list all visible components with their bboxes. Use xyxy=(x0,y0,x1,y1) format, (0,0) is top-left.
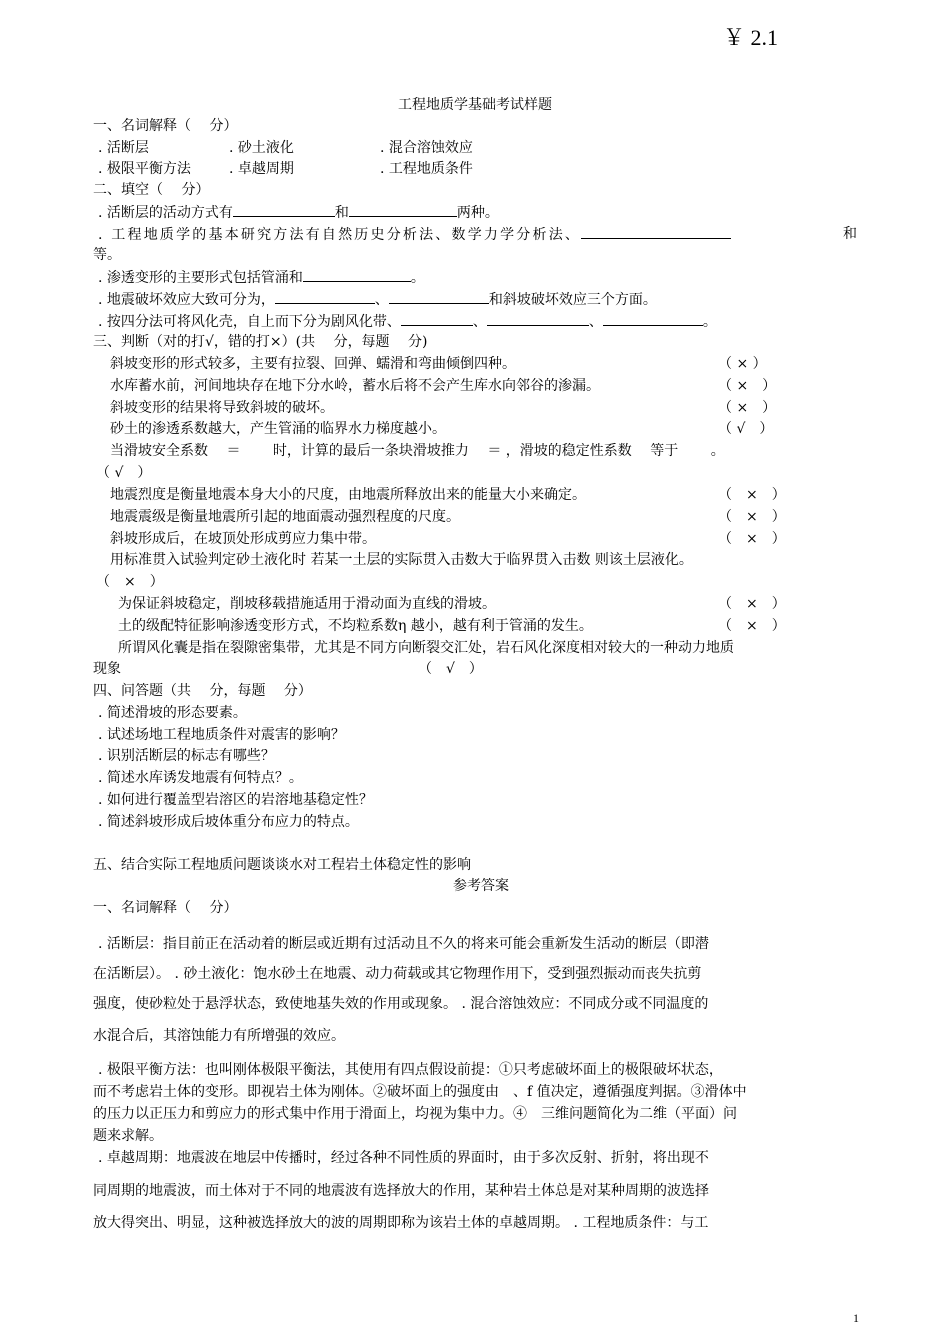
judge-mark: （ × ） xyxy=(96,574,164,590)
answer-line: 的压力以正压力和剪应力的形式集中作用于滑面上，均视为集中力。④ 三维问题简化为二维（平面）问 xyxy=(93,1106,737,1122)
judge-statement: 地震烈度是衡量地震本身大小的尺度，由地震所释放出来的能量大小来确定。 xyxy=(110,487,586,503)
term-item: . 砂土液化 xyxy=(229,140,294,156)
judge-mark: （ × ） xyxy=(718,596,786,612)
fill-question: . 地震破坏效应大致可分为， 、 和斜坡破坏效应三个方面。 xyxy=(98,289,657,310)
answers-title: 参考答案 xyxy=(453,878,509,894)
answer-blank xyxy=(603,311,703,326)
answer-line: 强度，使砂粒处于悬浮状态，致使地基失效的作用或现象。 . 混合溶蚀效应：不同成分或不同温度的 xyxy=(93,996,709,1012)
section-4-heading: 四、问答题（共 分，每题 分） xyxy=(93,683,312,699)
judge-mark: （ × ） xyxy=(718,509,786,525)
term-item: . 极限平衡方法 xyxy=(98,161,191,177)
answer-line: 同周期的地震波，而土体对于不同的地震波有选择放大的作用，某种岩土体总是对某种周期的波选择 xyxy=(93,1183,709,1199)
essay-question: . 识别活断层的标志有哪些？ xyxy=(98,748,275,764)
answer-blank xyxy=(275,289,375,304)
judge-statement: 土的级配特征影响渗透变形方式，不均粒系数η 越小，越有利于管涌的发生。 xyxy=(118,618,593,634)
page-number: 1 xyxy=(853,1311,859,1325)
judge-mark: （ √ ） xyxy=(718,421,774,437)
answer-line: . 极限平衡方法：也叫刚体极限平衡法，其使用有四点假设前提：①只考虑破坏面上的极限破坏状态， xyxy=(98,1062,723,1078)
answer-line: 水混合后，其溶蚀能力有所增强的效应。 xyxy=(93,1028,345,1044)
term-item: . 卓越周期 xyxy=(229,161,294,177)
judge-statement: 当滑坡安全系数 ＝ 时，计算的最后一条块滑坡推力 ＝ ，滑坡的稳定性系数 等于 。 xyxy=(110,443,725,459)
judge-mark: （ × ） xyxy=(718,400,777,416)
fill-question-cont: 等。 xyxy=(93,247,121,263)
judge-statement: 所谓风化囊是指在裂隙密集带，尤其是不同方向断裂交汇处，岩石风化深度相对较大的一种动力地质 xyxy=(118,640,734,656)
judge-statement: 砂土的渗透系数越大，产生管涌的临界水力梯度越小。 xyxy=(110,421,446,437)
answer-line: . 活断层：指目前正在活动着的断层或近期有过活动且不久的将来可能会重新发生活动的断层（即潜 xyxy=(98,936,709,952)
judge-mark: （ × ） xyxy=(718,378,777,394)
answer-blank xyxy=(349,202,457,217)
answer-blank xyxy=(581,224,731,239)
fill-question: . 活断层的活动方式有 和 两种。 xyxy=(98,202,499,223)
judge-mark: （ √ ） xyxy=(96,465,152,481)
judge-statement: 用标准贯入试验判定砂土液化时 若某一土层的实际贯入击数大于临界贯入击数 则该土层液化。 xyxy=(110,552,693,568)
price-label: ￥ 2.1 xyxy=(723,25,779,50)
answer-line: 放大得突出、明显，这种被选择放大的波的周期即称为该岩土体的卓越周期。 . 工程地质条件：与工 xyxy=(93,1215,709,1231)
judge-mark: （ √ ） xyxy=(418,661,483,677)
section-1-heading: 一、名词解释（ 分） xyxy=(93,118,238,134)
section-5-heading: 五、结合实际工程地质问题谈谈水对工程岩土体稳定性的影响 xyxy=(93,857,471,873)
judge-statement: 斜坡变形的结果将导致斜坡的破坏。 xyxy=(110,400,334,416)
essay-question: . 简述滑坡的形态要素。 xyxy=(98,705,247,721)
judge-statement: 为保证斜坡稳定，削坡移载措施适用于滑动面为直线的滑坡。 xyxy=(118,596,496,612)
judge-statement-cont: 现象 xyxy=(93,661,121,677)
fill-question-end: 和 xyxy=(843,226,857,242)
judge-statement: 地震震级是衡量地震所引起的地面震动强烈程度的尺度。 xyxy=(110,509,460,525)
judge-mark: （ × ） xyxy=(718,356,767,372)
essay-question: . 试述场地工程地质条件对震害的影响？ xyxy=(98,727,345,743)
essay-question: . 简述斜坡形成后坡体重分布应力的特点。 xyxy=(98,814,359,830)
answer-blank xyxy=(487,311,589,326)
fill-question: . 渗透变形的主要形式包括管涌和 。 xyxy=(98,267,425,288)
answer-blank xyxy=(233,202,335,217)
section-3-heading: 三、判断（对的打√，错的打×）(共 分，每题 分) xyxy=(93,334,428,350)
fill-question: . 工程地质学的基本研究方法有自然历史分析法、数学力学分析法、 xyxy=(98,224,731,245)
judge-statement: 斜坡形成后，在坡顶处形成剪应力集中带。 xyxy=(110,531,376,547)
answer-line: . 卓越周期：地震波在地层中传播时，经过各种不同性质的界面时，由于多次反射、折射，将出现不 xyxy=(98,1150,709,1166)
essay-question: . 简述水库诱发地震有何特点？。 xyxy=(98,770,303,786)
essay-question: . 如何进行覆盖型岩溶区的岩溶地基稳定性？ xyxy=(98,792,373,808)
section-2-heading: 二、填空（ 分） xyxy=(93,182,210,198)
answer-blank xyxy=(401,311,473,326)
answer-line: 在活断层）。 . 砂土液化：饱水砂土在地震、动力荷载或其它物理作用下，受到强烈振动而丧失抗剪 xyxy=(93,966,702,982)
page-title: 工程地质学基础考试样题 xyxy=(398,97,552,113)
judge-mark: （ × ） xyxy=(718,618,786,634)
answers-heading: 一、名词解释（ 分） xyxy=(93,900,238,916)
judge-statement: 水库蓄水前，河间地块存在地下分水岭，蓄水后将不会产生库水向邻谷的渗漏。 xyxy=(110,378,600,394)
term-item: . 工程地质条件 xyxy=(380,161,473,177)
term-item: . 活断层 xyxy=(98,140,149,156)
judge-mark: （ × ） xyxy=(718,487,786,503)
answer-line: 题来求解。 xyxy=(93,1128,163,1144)
answer-blank xyxy=(303,267,411,282)
answer-line: 而不考虑岩土体的变形。即视岩土体为刚体。②破坏面上的强度由 、f 值决定，遵循强度判据。③滑体中 xyxy=(93,1084,747,1100)
answer-blank xyxy=(389,289,489,304)
judge-statement: 斜坡变形的形式较多，主要有拉裂、回弹、蠕滑和弯曲倾倒四种。 xyxy=(110,356,516,372)
term-item: . 混合溶蚀效应 xyxy=(380,140,473,156)
fill-question: . 按四分法可将风化壳，自上而下分为剧风化带、 、 、 。 xyxy=(98,311,717,332)
judge-mark: （ × ） xyxy=(718,531,786,547)
